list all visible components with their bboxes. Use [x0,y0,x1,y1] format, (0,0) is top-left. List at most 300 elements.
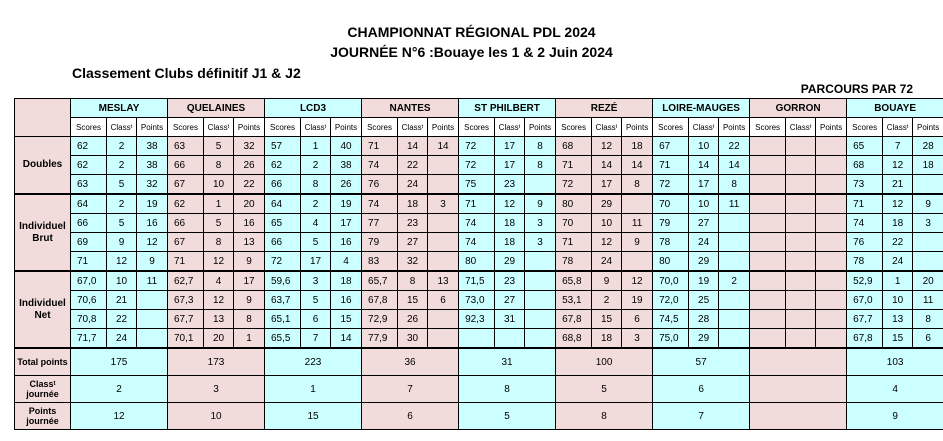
subtitle: Classement Clubs définitif J1 & J2 [72,65,301,81]
rank-cell: 14 [398,137,428,156]
rank-cell: 2 [592,291,622,310]
score-cell: 53,1 [556,291,592,310]
score-cell: 71 [556,156,592,175]
parcours-label: PARCOURS PAR 72 [800,82,913,96]
rank-cell: 6 [301,310,331,329]
points-cell: 18 [622,137,653,156]
points-cell [816,252,847,272]
summary-points-cell: 12 [71,403,168,430]
summary-total-cell: 103 [847,348,943,376]
rank-cell: 4 [301,214,331,233]
score-cell [750,252,786,272]
summary-points-cell: 15 [265,403,362,430]
score-cell: 77,9 [362,329,398,349]
rank-cell: 14 [592,156,622,175]
score-cell: 71,5 [459,271,495,291]
score-cell: 63 [71,175,107,195]
score-cell: 68,8 [556,329,592,349]
points-cell [816,310,847,329]
rank-cell: 10 [689,137,719,156]
rank-cell: 22 [107,310,137,329]
rank-cell [786,252,816,272]
points-cell [428,156,459,175]
summary-class-cell: 8 [459,376,556,403]
score-cell: 69 [71,233,107,252]
points-cell: 11 [622,214,653,233]
rank-cell: 21 [883,175,913,195]
summary-total-cell: 173 [168,348,265,376]
rank-cell: 2 [107,137,137,156]
score-cell: 62 [71,137,107,156]
summary-points-cell [750,403,847,430]
points-cell [525,329,556,349]
rank-cell: 12 [592,137,622,156]
score-cell: 73,0 [459,291,495,310]
points-cell: 9 [913,194,943,214]
rank-cell: 5 [301,291,331,310]
points-cell [913,233,943,252]
club-name: LCD3 [265,99,362,118]
points-cell: 8 [525,156,556,175]
points-cell [719,291,750,310]
rank-cell: 27 [495,291,525,310]
rank-cell: 10 [689,194,719,214]
score-cell: 74 [362,194,398,214]
points-cell: 12 [137,233,168,252]
points-cell: 19 [622,291,653,310]
rank-cell: 10 [592,214,622,233]
score-cell [750,310,786,329]
score-cell: 59,6 [265,271,301,291]
points-cell: 14 [331,329,362,349]
rank-cell [786,194,816,214]
points-cell: 32 [137,175,168,195]
rank-cell: 17 [592,175,622,195]
points-cell [719,252,750,272]
rank-cell: 3 [301,271,331,291]
summary-points-cell: 6 [362,403,459,430]
summary-label: Points journée [15,403,71,430]
points-cell [428,214,459,233]
points-cell: 16 [234,214,265,233]
category-label: Doubles [15,137,71,195]
points-cell: 8 [913,310,943,329]
column-header: Classᵗ [301,118,331,137]
club-name: ST PHILBERT [459,99,556,118]
summary-points-cell: 10 [168,403,265,430]
club-name: GORRON [750,99,847,118]
column-header: Classᵗ [495,118,525,137]
score-cell: 67,3 [168,291,204,310]
points-cell: 3 [622,329,653,349]
points-cell [137,329,168,349]
score-cell: 66 [71,214,107,233]
summary-total-cell: 36 [362,348,459,376]
score-cell [750,291,786,310]
rank-cell: 1 [883,271,913,291]
points-cell [913,175,943,195]
score-cell: 74 [459,233,495,252]
column-header: Classᵗ [398,118,428,137]
score-cell: 65 [265,214,301,233]
rank-cell: 18 [495,214,525,233]
points-cell: 20 [913,271,943,291]
score-cell: 80 [459,252,495,272]
score-cell: 70 [653,194,689,214]
points-cell: 28 [913,137,943,156]
column-header: Scores [750,118,786,137]
rank-cell: 26 [398,310,428,329]
score-cell: 67,0 [71,271,107,291]
score-cell: 71 [71,252,107,272]
category-label: Individuel Brut [15,194,71,271]
score-cell: 70 [556,214,592,233]
points-cell: 14 [428,137,459,156]
rank-cell: 18 [592,329,622,349]
points-cell: 26 [331,175,362,195]
points-cell [428,252,459,272]
points-cell: 38 [137,156,168,175]
points-cell: 40 [331,137,362,156]
rank-cell: 29 [689,329,719,349]
rank-cell: 24 [107,329,137,349]
summary-points-cell: 7 [653,403,750,430]
rank-cell [786,310,816,329]
rank-cell: 14 [689,156,719,175]
column-header: Scores [556,118,592,137]
score-cell: 80 [653,252,689,272]
score-cell: 66 [265,233,301,252]
points-cell: 8 [234,310,265,329]
score-cell: 62 [71,156,107,175]
points-cell: 6 [428,291,459,310]
score-cell: 76 [362,175,398,195]
score-cell: 57 [265,137,301,156]
score-cell: 67,7 [168,310,204,329]
rank-cell: 2 [301,156,331,175]
score-cell: 72 [459,156,495,175]
summary-class-cell: 3 [168,376,265,403]
column-header: Points [719,118,750,137]
points-cell: 14 [719,156,750,175]
column-header: Points [622,118,653,137]
club-name: REZÉ [556,99,653,118]
score-cell: 72 [556,175,592,195]
club-name: MESLAY [71,99,168,118]
points-cell: 19 [331,194,362,214]
rank-cell: 2 [301,194,331,214]
score-cell: 67,0 [847,291,883,310]
score-cell: 66 [265,175,301,195]
score-cell: 71 [459,194,495,214]
rank-cell: 15 [592,310,622,329]
points-cell: 8 [525,137,556,156]
score-cell: 70,0 [653,271,689,291]
rank-cell: 8 [204,156,234,175]
score-cell: 67 [168,175,204,195]
score-row [15,252,943,272]
summary-total-cell: 57 [653,348,750,376]
rank-cell: 10 [107,271,137,291]
rank-cell: 4 [204,271,234,291]
points-cell: 9 [525,194,556,214]
score-cell: 78 [847,252,883,272]
rank-cell: 15 [398,291,428,310]
summary-total-cell [750,348,847,376]
points-cell: 38 [331,156,362,175]
score-cell: 76 [847,233,883,252]
score-cell [750,233,786,252]
points-cell [719,214,750,233]
rank-cell: 8 [204,233,234,252]
rank-cell: 22 [883,233,913,252]
score-cell: 52,9 [847,271,883,291]
score-cell: 67,7 [847,310,883,329]
points-cell [719,329,750,349]
rank-cell: 12 [883,194,913,214]
score-row [15,310,943,329]
score-cell: 65,8 [556,271,592,291]
score-cell [750,329,786,349]
rank-cell: 1 [301,137,331,156]
score-row [15,329,943,349]
rank-cell: 12 [883,156,913,175]
score-cell: 71,7 [71,329,107,349]
score-cell: 78 [556,252,592,272]
score-cell: 92,3 [459,310,495,329]
rank-cell: 29 [592,194,622,214]
points-cell: 22 [719,137,750,156]
score-row [15,233,943,252]
score-cell: 75,0 [653,329,689,349]
score-cell: 70,8 [71,310,107,329]
rank-cell: 12 [592,233,622,252]
score-cell: 74 [459,214,495,233]
points-cell [719,310,750,329]
score-cell: 72,9 [362,310,398,329]
rank-cell: 29 [495,252,525,272]
score-cell: 80 [556,194,592,214]
points-cell: 38 [137,137,168,156]
points-cell: 11 [719,194,750,214]
rank-cell: 8 [398,271,428,291]
rank-cell: 9 [107,233,137,252]
rank-cell: 9 [592,271,622,291]
rank-cell: 7 [883,137,913,156]
points-cell: 3 [913,214,943,233]
score-cell: 71 [168,252,204,272]
points-cell: 11 [137,271,168,291]
score-row [15,175,943,195]
points-cell: 16 [331,291,362,310]
summary-points-cell: 9 [847,403,943,430]
points-cell: 8 [622,175,653,195]
points-cell: 6 [913,329,943,349]
rank-cell: 30 [398,329,428,349]
points-cell: 14 [622,156,653,175]
rank-cell: 13 [883,310,913,329]
rank-cell [786,233,816,252]
rank-cell [786,175,816,195]
rank-cell: 23 [495,175,525,195]
score-row [15,214,943,233]
points-cell: 9 [137,252,168,272]
score-cell: 83 [362,252,398,272]
summary-class-cell: 6 [653,376,750,403]
points-cell: 9 [622,233,653,252]
score-cell: 62 [265,156,301,175]
score-cell [750,214,786,233]
column-header: Points [234,118,265,137]
score-cell: 68 [556,137,592,156]
score-cell: 78 [653,233,689,252]
points-cell: 13 [234,233,265,252]
rank-cell: 17 [495,156,525,175]
score-cell [750,137,786,156]
score-cell: 70,1 [168,329,204,349]
points-cell: 16 [331,233,362,252]
score-cell: 75 [459,175,495,195]
rank-cell [495,329,525,349]
score-row [15,137,943,156]
club-name: LOIRE-MAUGES [653,99,750,118]
points-cell: 18 [331,271,362,291]
rank-cell: 5 [301,233,331,252]
results-table [14,98,943,430]
summary-total-cell: 175 [71,348,168,376]
points-cell: 4 [331,252,362,272]
points-cell [525,252,556,272]
rank-cell [786,137,816,156]
score-cell: 67 [653,137,689,156]
rank-cell [786,291,816,310]
score-cell: 74 [847,214,883,233]
points-cell: 26 [234,156,265,175]
points-cell: 18 [913,156,943,175]
points-cell [428,175,459,195]
score-cell: 67,8 [556,310,592,329]
rank-cell: 27 [689,214,719,233]
score-cell: 72,0 [653,291,689,310]
rank-cell: 18 [495,233,525,252]
rank-cell: 12 [204,252,234,272]
points-cell: 12 [622,271,653,291]
points-cell [913,252,943,272]
rank-cell: 23 [495,271,525,291]
rank-cell: 24 [592,252,622,272]
score-cell: 71 [362,137,398,156]
summary-label: Classᵗ journée [15,376,71,403]
rank-cell: 8 [301,175,331,195]
rank-cell: 5 [204,137,234,156]
column-header-row [15,118,943,137]
points-cell [525,271,556,291]
column-header: Classᵗ [883,118,913,137]
points-cell [816,137,847,156]
points-cell [816,194,847,214]
score-row [15,271,943,291]
score-cell: 70,6 [71,291,107,310]
club-name: NANTES [362,99,459,118]
rank-cell: 17 [689,175,719,195]
points-cell [816,233,847,252]
column-header: Classᵗ [107,118,137,137]
score-cell: 71 [847,194,883,214]
summary-total-cell: 31 [459,348,556,376]
rank-cell: 10 [204,175,234,195]
score-cell: 62,7 [168,271,204,291]
score-cell: 71 [653,156,689,175]
score-cell: 68 [847,156,883,175]
rank-cell [786,329,816,349]
score-cell: 64 [265,194,301,214]
summary-total-cell: 223 [265,348,362,376]
points-cell: 13 [428,271,459,291]
points-cell [816,291,847,310]
column-header: Scores [653,118,689,137]
score-cell: 74 [362,156,398,175]
score-cell: 65,7 [362,271,398,291]
summary-label: Total points [15,348,71,376]
summary-row [15,403,943,430]
score-cell [750,175,786,195]
score-cell: 67,8 [847,329,883,349]
points-cell [137,310,168,329]
rank-cell: 1 [204,194,234,214]
score-cell: 72 [265,252,301,272]
points-cell [816,214,847,233]
rank-cell: 21 [107,291,137,310]
rank-cell: 17 [495,137,525,156]
corner-cell [15,99,71,137]
score-cell: 67,8 [362,291,398,310]
column-header: Points [428,118,459,137]
summary-class-cell: 2 [71,376,168,403]
column-header: Classᵗ [204,118,234,137]
points-cell [525,310,556,329]
column-header: Classᵗ [592,118,622,137]
points-cell [525,291,556,310]
score-cell: 71 [556,233,592,252]
score-cell: 62 [168,194,204,214]
score-cell: 65,5 [265,329,301,349]
points-cell: 15 [331,310,362,329]
rank-cell: 18 [398,194,428,214]
points-cell: 3 [428,194,459,214]
rank-cell: 12 [495,194,525,214]
rank-cell: 24 [398,175,428,195]
score-cell: 64 [71,194,107,214]
column-header: Scores [168,118,204,137]
rank-cell: 15 [883,329,913,349]
score-cell: 63,7 [265,291,301,310]
rank-cell: 20 [204,329,234,349]
club-header-row [15,99,943,118]
points-cell: 8 [719,175,750,195]
score-cell: 72 [459,137,495,156]
summary-class-cell: 4 [847,376,943,403]
rank-cell: 32 [398,252,428,272]
score-cell: 74,5 [653,310,689,329]
score-cell: 73 [847,175,883,195]
rank-cell: 12 [204,291,234,310]
summary-class-cell: 7 [362,376,459,403]
points-cell [816,271,847,291]
column-header: Points [816,118,847,137]
rank-cell: 17 [301,252,331,272]
rank-cell: 31 [495,310,525,329]
points-cell [816,329,847,349]
